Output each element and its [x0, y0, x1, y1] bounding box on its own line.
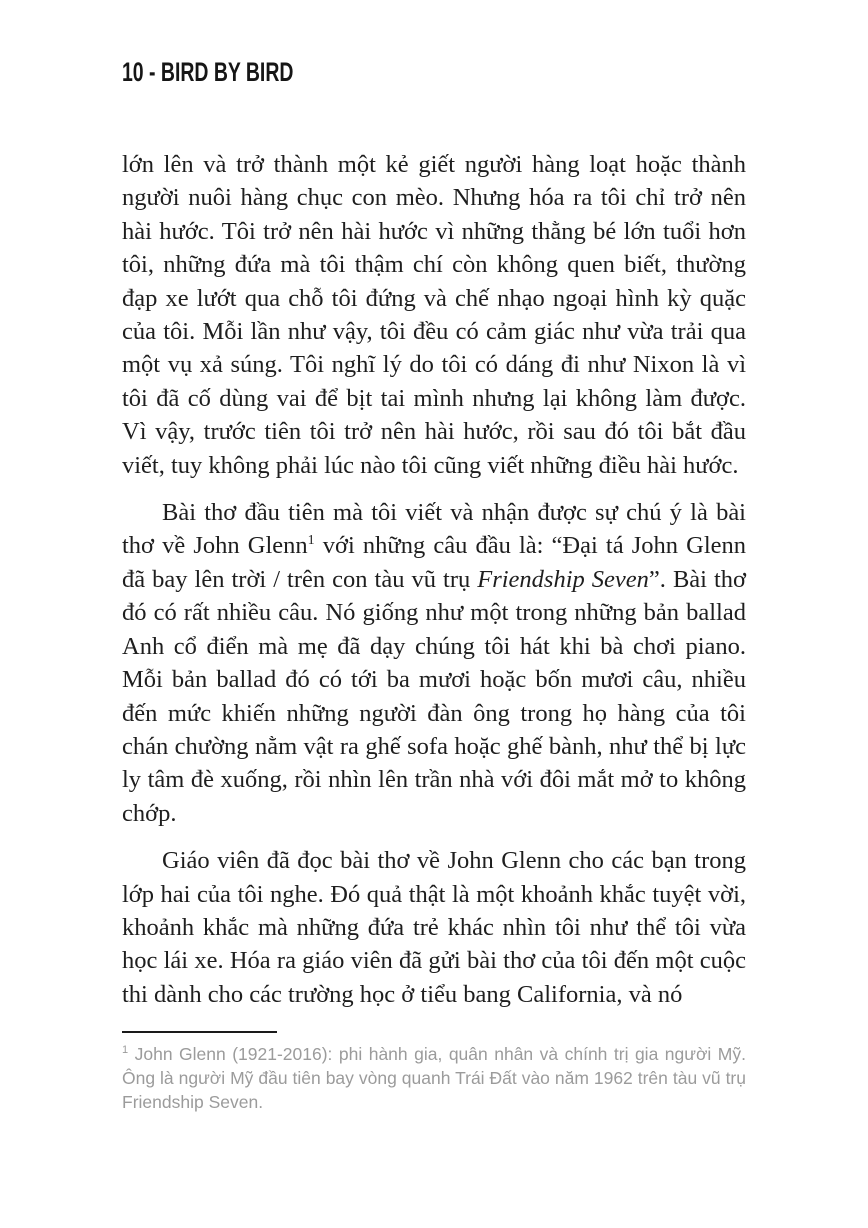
body-text — [122, 148, 746, 1011]
paragraph-3: Giáo viên đã đọc bài thơ về John Glenn cho các bạn trong lớp hai của tôi nghe. Đó quả thật là một khoảnh khắc tuyệt vời, khoảnh khắc mà những đứa trẻ khác nhìn tôi như thể tôi vừa học lái xe. Hóa ra giáo viên đã gửi bài thơ của tôi đến một cuộc thi dành cho các trường học ở tiểu bang California, và nó — [122, 847, 746, 1008]
footnote — [122, 1042, 746, 1114]
footnote-number: 1 — [122, 1044, 129, 1057]
ship-name-italic: Friendship Seven — [477, 565, 649, 593]
paragraph-2 — [122, 496, 746, 830]
paragraph-2-text: với những câu đầu là: “Đại tá John Glenn đã bay lên trời / trên con tàu vũ trụ — [122, 532, 747, 593]
paragraph-2-text: ”. Bài thơ đó có rất nhiều câu. Nó giống như một trong những bản ballad Anh cổ điển mà mẹ đã dạy chúng tôi hát khi bà chơi piano. Mỗi bản ballad đó có tới ba mươi hoặc bốn mươi câu, nhiều đến mức khiến những người đàn ông trong họ hàng của tôi chán chường nằm vật ra ghế sofa hoặc ghế bành, như thể bị lực ly tâm đè xuống, rồi nhìn lên trần nhà với đôi mắt mở to không chớp. — [122, 565, 746, 827]
footnote-reference-marker: 1 — [307, 533, 315, 549]
paragraph-2-text: Bài thơ đầu tiên mà tôi viết và nhận được sự chú ý là bài thơ về John Glenn — [122, 499, 746, 560]
footnote-text: John Glenn (1921-2016): phi hành gia, quân nhân và chính trị gia người Mỹ. Ông là người Mỹ đầu tiên bay vòng quanh Trái Đất vào năm 1962 trên tàu vũ trụ Friendship Seven. — [122, 1044, 746, 1113]
paragraph-1: lớn lên và trở thành một kẻ giết người hàng loạt hoặc thành người nuôi hàng chục con mèo. Nhưng hóa ra tôi chỉ trở nên hài hước. Tôi trở nên hài hước vì những thằng bé lớn tuổi hơn tôi, những đứa mà tôi thậm chí còn không quen biết, thường đạp xe lướt qua chỗ tôi đứng và chế nhạo ngoại hình kỳ quặc của tôi. Mỗi lần như vậy, tôi đều có cảm giác như vừa trải qua một vụ xả súng. Tôi nghĩ lý do tôi có dáng đi như Nixon là vì tôi đã cố dùng vai để bịt tai mình nhưng lại không làm được. Vì vậy, trước tiên tôi trở nên hài hước, rồi sau đó tôi bắt đầu viết, tuy không phải lúc nào tôi cũng viết những điều hài hước. — [122, 151, 746, 479]
footnote-block — [122, 1031, 746, 1114]
page-header: 10 - BIRD BY BIRD — [122, 57, 294, 87]
footnote-divider — [122, 1031, 277, 1033]
